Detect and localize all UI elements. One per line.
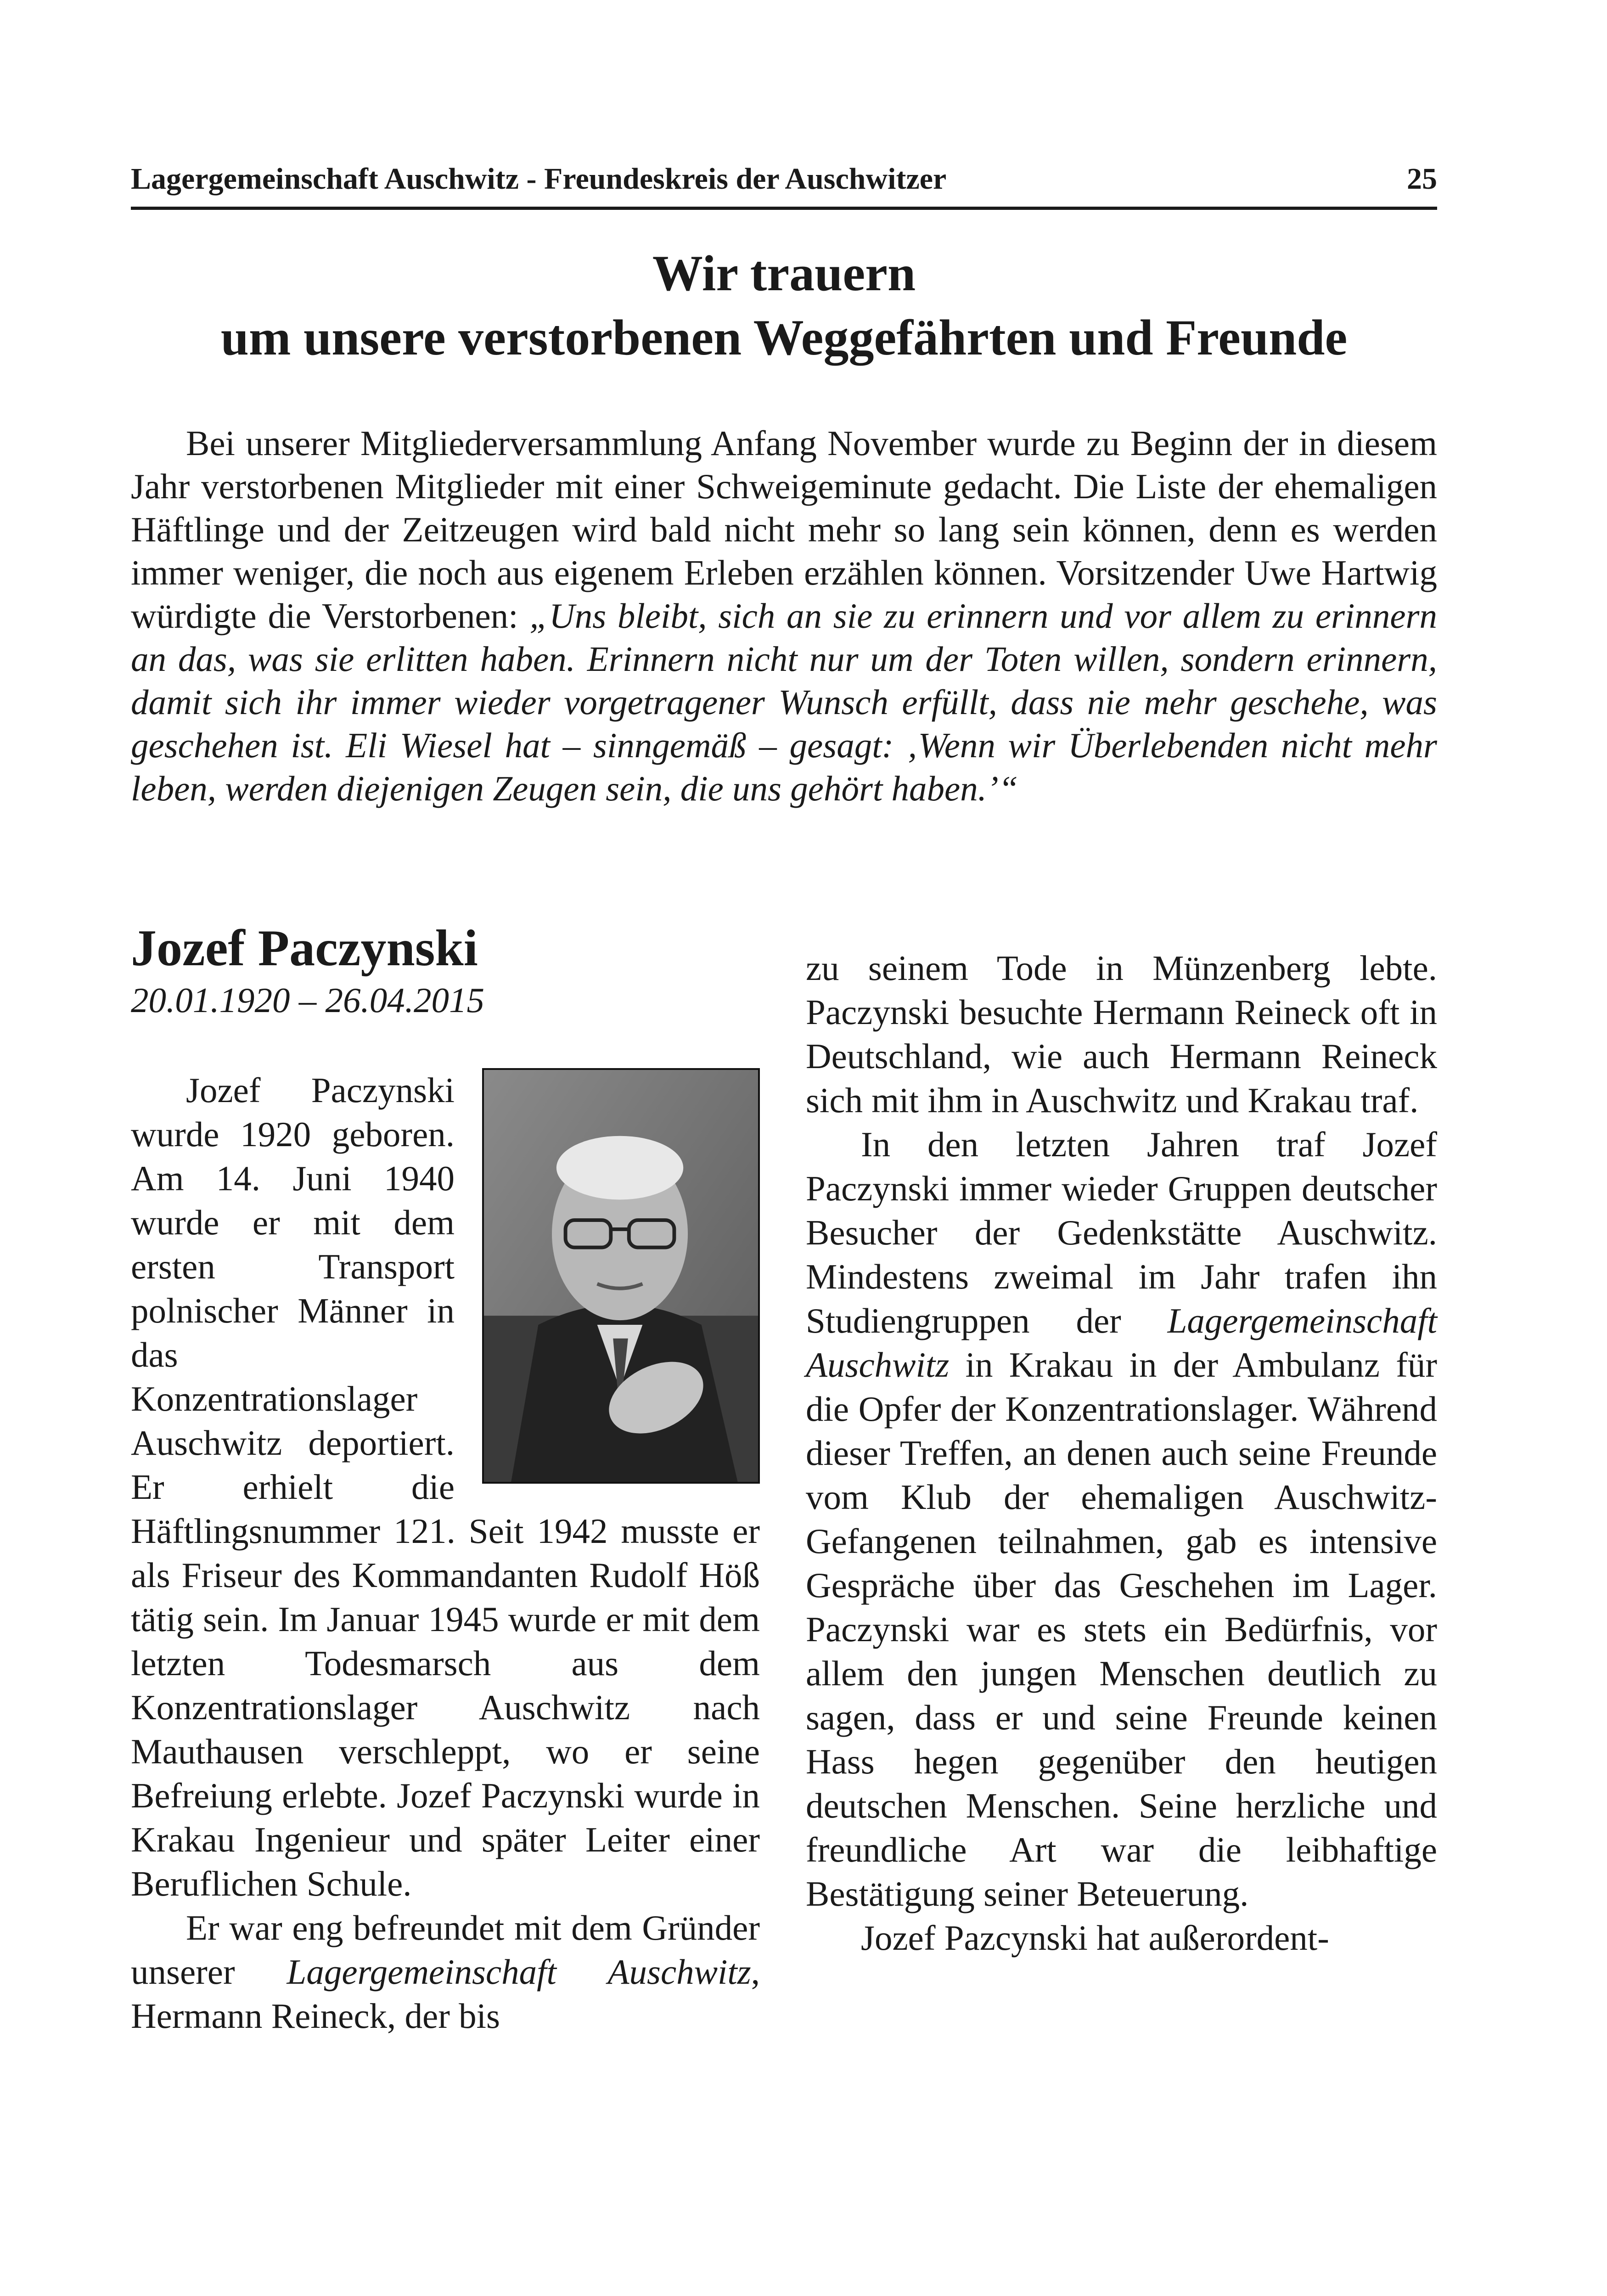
paragraph-4: Jozef Pazcynski hat außerordent- bbox=[861, 1918, 1329, 1958]
left-column bbox=[131, 918, 760, 2038]
p2-text-b: , Hermann Reineck, der bis bbox=[131, 1952, 760, 2036]
p2-text-a: Er war eng befreundet mit dem Gründer unserer bbox=[131, 1908, 760, 1992]
page-title bbox=[131, 241, 1437, 370]
p3-org-name: Lagergemeinschaft Auschwitz bbox=[806, 1301, 1437, 1384]
p3-text-b: in Krakau in der Ambulanz für die Opfer der Konzentrationslager. Während dieser Treffen, an denen auch seine Freunde vom Klub der ehemaligen Auschwitz-Gefangenen teilnahmen, gab es intensive Gespräche über das Geschehen im Lager. Paczynski war es stets ein Bedürfnis, vor allem den jungen Menschen deutlich zu sagen, dass er und seine Freunde keinen Hass hegen gegenüber den heutigen deutschen Menschen. Seine herzliche und freundliche Art war die leibhaftige Bestätigung seiner Beteuerung. bbox=[806, 1345, 1437, 1913]
right-column bbox=[806, 946, 1437, 1960]
intro-text: Bei unserer Mitgliederversammlung Anfang November wurde zu Beginn der in diesem Jahr verstorbenen Mitglieder mit einer Schweigeminute gedacht. Die Liste der ehemaligen Häftlinge und der Zeitzeugen wird bald nicht mehr so lang sein können, denn es werden immer weniger, die noch aus eigenem Erleben erzählen können. Vorsitzender Uwe Hartwig würdigte die Verstorbenen: bbox=[131, 423, 1437, 636]
publication-name: Lagergemeinschaft Auschwitz - Freundeskreis der Auschwitzer bbox=[131, 162, 947, 196]
header-rule bbox=[131, 207, 1437, 210]
paragraph-3 bbox=[806, 1122, 1437, 1916]
left-body bbox=[131, 1068, 760, 2038]
paragraph-2-continued: zu seinem Tode in Münzenberg lebte. Paczynski besuchte Hermann Reineck oft in Deutschland, wie auch Hermann Reineck sich mit ihm in Auschwitz und Krakau traf. bbox=[806, 948, 1437, 1120]
portrait-photo bbox=[482, 1068, 760, 1484]
obituary-dates: 20.01.1920 – 26.04.2015 bbox=[131, 980, 484, 1020]
title-line-1: Wir trauern bbox=[652, 245, 916, 301]
paragraph-1: Jozef Paczynski wurde 1920 geboren. Am 14. Juni 1940 wurde er mit dem ersten Transport polnischer Männer in das Konzentrationslager Auschwitz deportiert. Er erhielt die Häftlingsnummer 121. Seit 1942 musste er als Friseur des Kommandanten Rudolf Höß tätig sein. Im Januar 1945 wurde er mit dem letzten Todesmarsch aus dem Konzentrationslager Auschwitz nach Mauthausen verschleppt, wo er seine Befreiung erlebte. Jozef Paczynski wurde in Krakau Ingenieur und später Leiter einer Beruflichen Schule. bbox=[131, 1070, 760, 1903]
paragraph-2-start bbox=[131, 1906, 760, 2038]
page-number: 25 bbox=[1407, 162, 1437, 196]
intro-paragraph bbox=[131, 422, 1437, 810]
title-line-2: um unsere verstorbenen Weggefährten und Freunde bbox=[220, 310, 1348, 366]
p2-org-name: Lagergemeinschaft Auschwitz bbox=[287, 1952, 751, 1992]
running-header bbox=[131, 161, 1437, 197]
intro-quote: „Uns bleibt, sich an sie zu erinnern und vor allem zu erinnern an das, was sie erlitten haben. Erinnern nicht nur um der Toten willen, sondern erinnern, damit sich ihr immer wieder vorgetragener Wunsch erfüllt, dass nie mehr geschehe, was geschehen ist. Eli Wiesel hat – sinngemäß – gesagt: ‚Wenn wir Überlebenden nicht mehr leben, werden diejenigen Zeugen sein, die uns gehört haben.’“ bbox=[131, 596, 1437, 808]
p3-text-a: In den letzten Jahren traf Jozef Paczynski immer wieder Gruppen deutscher Besucher der Gedenkstätte Auschwitz. Mindestens zweimal im Jahr trafen ihn Studiengruppen der bbox=[806, 1125, 1437, 1340]
obituary-name: Jozef Paczynski bbox=[131, 920, 478, 977]
